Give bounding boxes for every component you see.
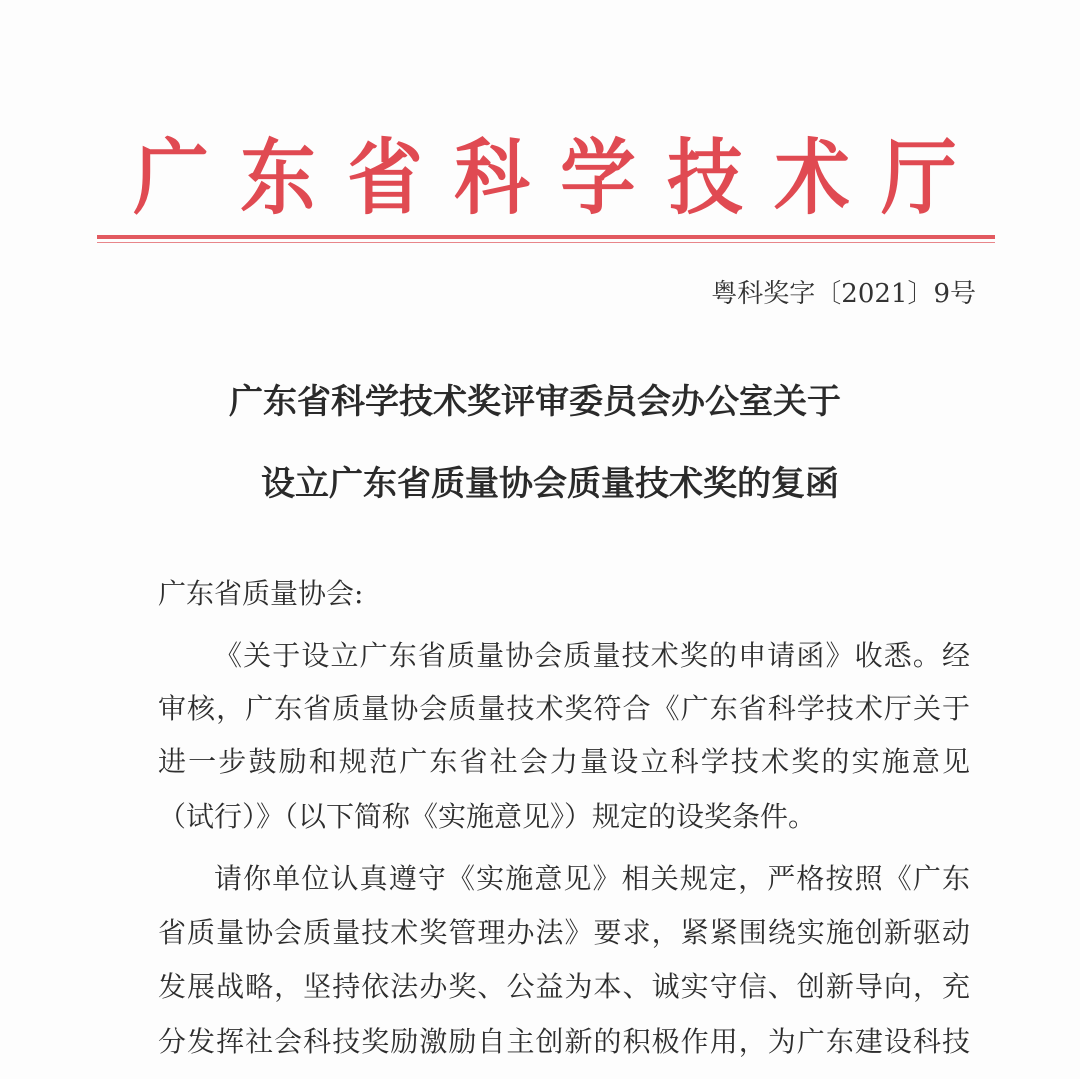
letterhead-char: 省 [346,130,423,226]
salutation: 广东省质量协会: [158,577,364,610]
paragraph-2-line: 请你单位认真遵守《实施意见》相关规定，严格按照《广东 [214,862,970,895]
letterhead-char: 技 [667,130,743,226]
letterhead-char: 厅 [881,130,957,226]
letterhead-title [130,128,960,228]
letterhead-char: 广 [133,130,209,226]
paragraph-2-line: 分发挥社会科技奖励激励自主创新的积极作用，为广东建设科技 [158,1025,970,1058]
letterhead-char: 学 [560,130,637,226]
document-number: 粤科奖字〔2021〕9号 [711,279,976,309]
document-title-line-1: 广东省科学技术奖评审委员会办公室关于 [229,382,841,422]
paragraph-2-line: 省质量协会质量技术奖管理办法》要求，紧紧围绕实施创新驱动 [158,916,970,949]
paragraph-1-line: 进一步鼓励和规范广东省社会力量设立科学技术奖的实施意见 [158,745,970,778]
letterhead-char: 东 [240,130,316,226]
letterhead-divider-thick [97,235,995,239]
paragraph-1-line: 《关于设立广东省质量协会质量技术奖的申请函》收悉。经 [214,639,970,672]
document-title-line-2: 设立广东省质量协会质量技术奖的复函 [261,464,839,504]
letterhead-char: 术 [774,130,850,226]
paragraph-2-line: 发展战略，坚持依法办奖、公益为本、诚实守信、创新导向，充 [158,970,970,1003]
letterhead-divider-thin [97,242,995,243]
paragraph-1-line: 审核，广东省质量协会质量技术奖符合《广东省科学技术厅关于 [158,692,970,725]
letterhead-char: 科 [453,130,530,226]
paragraph-1-line: （试行）》（以下简称《实施意见》）规定的设奖条件。 [158,800,817,833]
